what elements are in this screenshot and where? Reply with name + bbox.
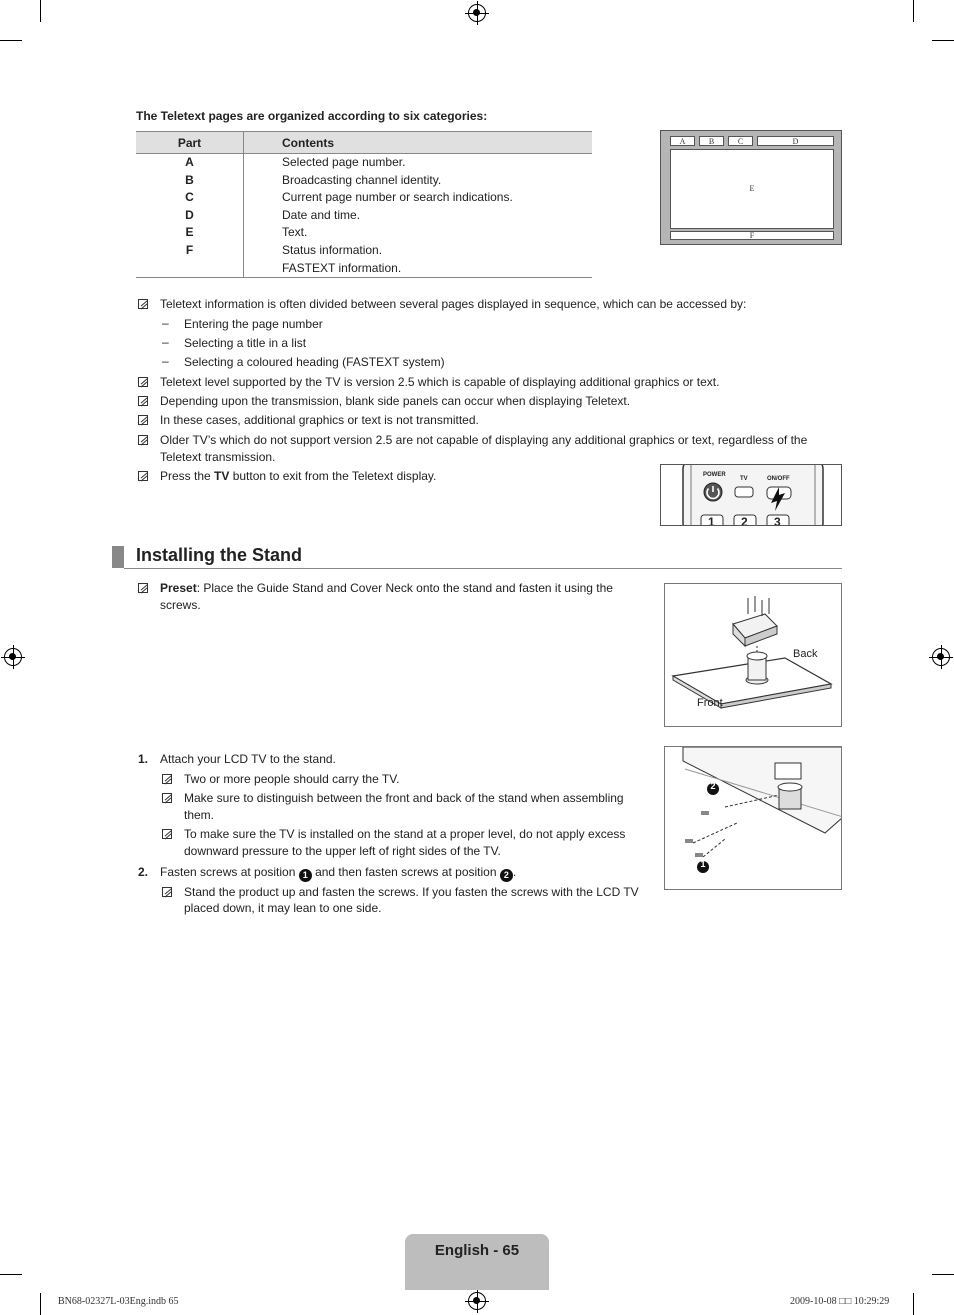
note-icon: [162, 774, 172, 784]
step-text-part: .: [512, 865, 517, 879]
table-row: [136, 154, 592, 172]
note-text: Two or more people should carry the TV.: [184, 772, 400, 786]
note-text: them.: [184, 808, 215, 822]
contents-cell: Date and time.: [282, 207, 361, 222]
contents-cell: Current page number or search indications.: [282, 190, 513, 205]
screen-area-d: D: [757, 136, 834, 146]
note-text: In these cases, additional graphics or text is not transmitted.: [160, 413, 479, 427]
note-text: Teletext information is often divided between several pages displayed in sequence, which can be accessed by:: [160, 297, 747, 311]
onoff-label: ON/OFF: [767, 476, 790, 482]
position-2-badge: 2: [500, 869, 513, 882]
note-icon: [138, 396, 148, 406]
screen-area-b: B: [699, 136, 724, 146]
teletext-parts-table: [136, 131, 592, 278]
note-icon: [162, 793, 172, 803]
table-row: [136, 172, 592, 190]
note-text: Teletext level supported by the TV is version 2.5 which is capable of displaying additional graphics or text.: [160, 375, 720, 389]
step-text-part: and then fasten screws at position: [311, 865, 500, 879]
note-text: placed down, it may lean to one side.: [184, 901, 382, 915]
screen-area-e: E: [670, 149, 834, 229]
step-text-part: Fasten screws at position: [160, 865, 299, 879]
section-marker: [112, 546, 124, 568]
screw-position-figure: [664, 746, 842, 890]
crop-mark: [40, 0, 41, 22]
contents-cell: Broadcasting channel identity.: [282, 172, 442, 187]
part-cell: [136, 260, 244, 278]
dash-bullet: –: [162, 316, 169, 330]
note-text-part: button to exit from the Teletext display.: [229, 469, 437, 483]
list-item: Selecting a title in a list: [184, 336, 307, 350]
note-text: downward pressure to the upper left of right sides of the TV.: [184, 844, 501, 858]
crop-mark: [0, 40, 22, 41]
step-number: 1.: [138, 752, 149, 766]
table-header-contents: Contents: [244, 132, 593, 154]
crop-mark: [913, 0, 914, 22]
note-text: [160, 468, 436, 485]
contents-cell: Status information.: [282, 242, 383, 257]
note-text: Older TV’s which do not support version 2.5 are not capable of displaying any additional graphics or text, regardless of the: [160, 433, 808, 447]
key-1: 1: [708, 515, 715, 526]
list-item: Selecting a coloured heading (FASTEXT system): [184, 355, 445, 369]
note-icon: [162, 829, 172, 839]
preset-text: screws.: [160, 598, 201, 612]
step-number: 2.: [138, 865, 149, 879]
note-icon: [162, 887, 172, 897]
screw-drawing: [665, 747, 842, 890]
key-2: 2: [741, 515, 748, 526]
note-text: To make sure the TV is installed on the stand at a proper level, do not apply excess: [184, 827, 626, 841]
remote-note-icon: [138, 471, 148, 481]
note-text: Depending upon the transmission, blank side panels can occur when displaying Teletext.: [160, 394, 631, 408]
part-cell: F: [136, 242, 244, 260]
note-icon: [138, 415, 148, 425]
step-text: Attach your LCD TV to the stand.: [160, 752, 336, 766]
part-cell: C: [136, 189, 244, 207]
section-divider: [124, 568, 842, 569]
note-icon: [138, 583, 148, 593]
note-text: Make sure to distinguish between the front and back of the stand when assembling: [184, 791, 624, 805]
table-header-part: Part: [136, 132, 244, 154]
table-row: [136, 242, 592, 260]
part-cell: E: [136, 224, 244, 242]
step-text: [160, 864, 516, 882]
figure-position-2-label: 2: [710, 781, 716, 791]
contents-cell: Text.: [282, 225, 308, 240]
preset-text-part: : Place the Guide Stand and Cover Neck onto the stand and fasten it using the: [196, 581, 613, 595]
part-cell: D: [136, 207, 244, 225]
teletext-screen-diagram: [660, 130, 842, 245]
note-text: Teletext transmission.: [160, 450, 276, 464]
dash-bullet: –: [162, 354, 169, 368]
table-row: [136, 207, 592, 225]
note-icon: [138, 435, 148, 445]
part-cell: B: [136, 172, 244, 190]
crop-mark: [932, 1274, 954, 1275]
section-title: Installing the Stand: [136, 545, 303, 565]
note-text: Stand the product up and fasten the screws. If you fasten the screws with the LCD TV: [184, 885, 639, 899]
preset-label: Preset: [160, 581, 197, 595]
registration-mark-icon: [468, 4, 486, 22]
file-slug: BN68-02327L-03Eng.indb 65: [58, 1296, 179, 1307]
key-3: 3: [774, 515, 781, 526]
contents-cell: FASTEXT information.: [244, 260, 593, 278]
figure-position-1-label: 1: [700, 859, 706, 869]
registration-mark-icon: [4, 648, 22, 666]
stand-assembly-figure: [664, 583, 842, 727]
note-icon: [138, 299, 148, 309]
crop-mark: [913, 1293, 914, 1315]
power-label: POWER: [703, 472, 726, 478]
remote-control-illustration: [660, 464, 842, 526]
front-label: Front: [697, 697, 723, 709]
back-label: Back: [793, 648, 818, 660]
note-text-part: Press the: [160, 469, 215, 483]
registration-mark-icon: [468, 1292, 486, 1310]
remote-drawing: [661, 465, 842, 526]
teletext-intro: The Teletext pages are organized according to six categories:: [136, 109, 488, 123]
registration-mark-icon: [932, 648, 950, 666]
tv-label: TV: [740, 476, 748, 482]
crop-mark: [0, 1274, 22, 1275]
dash-bullet: –: [162, 335, 169, 349]
tv-button-name: TV: [214, 469, 230, 483]
date-slug: 2009-10-08 □□ 10:29:29: [790, 1296, 890, 1307]
table-row: [136, 189, 592, 207]
part-cell: A: [136, 154, 244, 172]
crop-mark: [932, 40, 954, 41]
table-row: [136, 224, 592, 242]
position-1-badge: 1: [299, 869, 312, 882]
contents-cell: Selected page number.: [282, 155, 406, 169]
list-item: Entering the page number: [184, 317, 323, 331]
table-row: [136, 260, 592, 278]
preset-text: [160, 580, 613, 597]
note-icon: [138, 377, 148, 387]
screen-area-c: C: [728, 136, 753, 146]
crop-mark: [40, 1293, 41, 1315]
screen-area-a: A: [670, 136, 695, 146]
screen-area-f: F: [670, 231, 834, 240]
page-number: English - 65: [434, 1242, 520, 1259]
